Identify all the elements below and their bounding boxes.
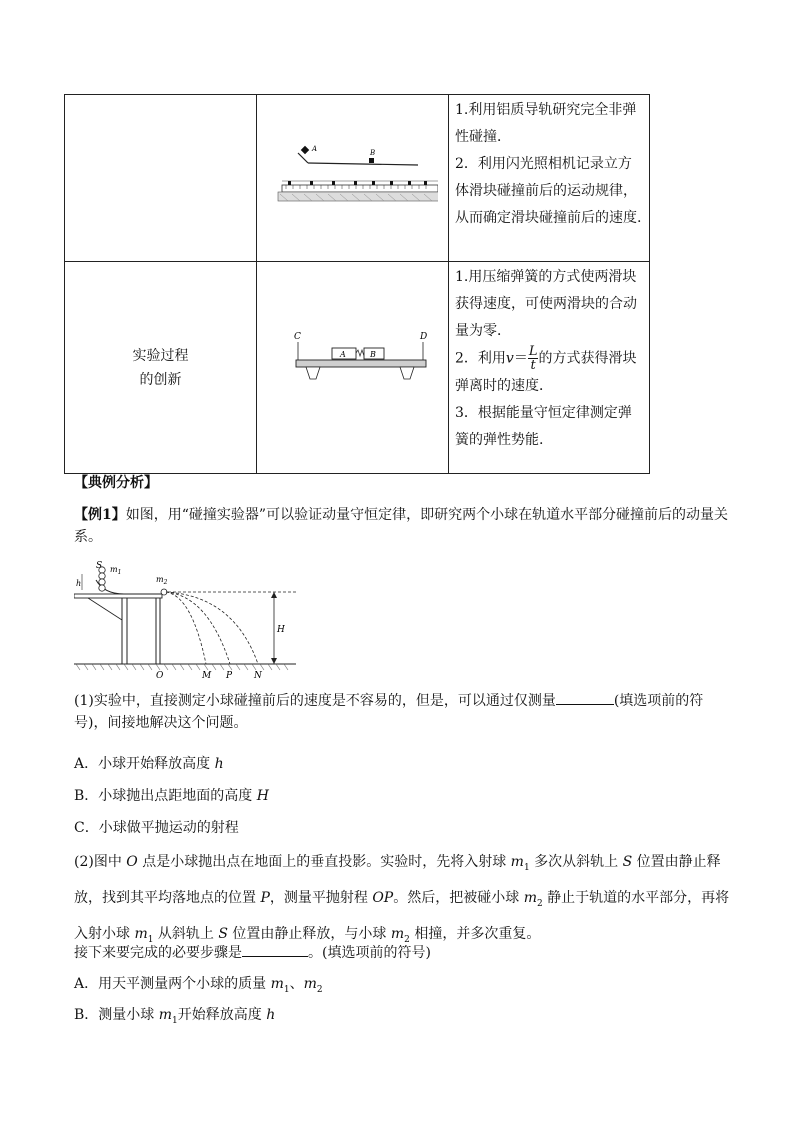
q1-option-b: B．小球抛出点距地面的高度 H xyxy=(74,788,269,804)
q2-answer-blank xyxy=(242,942,308,957)
label-slider-a: A xyxy=(339,349,346,359)
row2-note-1: 1.用压缩弹簧的方式使两滑块获得速度，可使两滑块的合动量为零． xyxy=(455,269,637,339)
fraction-denominator: t xyxy=(530,358,536,373)
label-O: O xyxy=(156,671,164,680)
label-s: S xyxy=(96,561,103,571)
note2-prefix: 2．利用 xyxy=(455,350,506,367)
spring-sliders-figure xyxy=(268,326,438,406)
example-intro xyxy=(74,504,734,548)
example-tag: 【例1】 xyxy=(74,507,126,523)
row2-note-3: 3．根据能量守恒定律测定弹簧的弹性势能. xyxy=(455,404,632,448)
label-M: M xyxy=(202,671,212,680)
label-a: A xyxy=(311,145,317,153)
row2-figure-cell xyxy=(257,262,449,474)
q2-option-a: A．用天平测量两个小球的质量 $m_1$、$m_2$ xyxy=(74,976,323,995)
table-row xyxy=(65,95,650,262)
note2-suffix: 的方式获得滑块弹离时的速度． xyxy=(455,350,637,394)
row1-note-1: 1.利用铝质导轨研究完全非弹性碰撞． xyxy=(455,102,637,145)
q1-text-b: (填选项前的符号)，间接地解决这个问题。 xyxy=(74,693,704,731)
fraction-l-over-t xyxy=(528,345,539,372)
q1-option-a: A．小球开始释放高度 h xyxy=(74,756,224,772)
row1-notes-cell xyxy=(449,95,650,262)
collision-apparatus-figure xyxy=(74,560,304,680)
air-track-flash-photo-figure xyxy=(268,131,438,221)
label-c: C xyxy=(293,331,301,342)
row2-notes-cell xyxy=(449,262,650,474)
row2-label-line2: 的创新 xyxy=(139,371,182,388)
row1-label-cell xyxy=(65,95,257,262)
question-2: (2)图中 O 点是小球抛出点在地面上的垂直投影。实验时，先将入射球 $m_1$ 多次从斜轨上 S 位置由静止释放，找到其平均落地点的位置 P，测量平抛射程 OP。然后，把被碰小球 $m_2$ 静止于轨道的水平部分，再将入射小球 $m_1$ 从斜轨上 S 位置由静止释放，与小球 $m_2$ 相撞，并多次重复。 xyxy=(74,854,730,945)
fraction-numerator: L xyxy=(528,344,538,359)
q2-next-step xyxy=(74,942,734,964)
question-1 xyxy=(74,690,734,734)
label-m1: $m_1$ xyxy=(110,565,122,576)
label-d: D xyxy=(419,331,427,342)
q1-text-a: (1)实验中，直接测定小球碰撞前后的速度是不容易的，但是，可以通过仅测量 xyxy=(74,693,556,709)
row2-label-line1: 实验过程 xyxy=(132,347,189,364)
label-h: h xyxy=(76,579,82,588)
q1-answer-blank xyxy=(556,690,614,705)
var-v: v xyxy=(505,350,514,367)
q2-next-text-b: 。(填选项前的符号) xyxy=(308,945,431,961)
label-b: B xyxy=(369,149,375,157)
row1-figure-cell xyxy=(257,95,449,262)
label-P: P xyxy=(226,671,233,680)
table-row xyxy=(65,262,650,474)
q1-option-c: C．小球做平抛运动的射程 xyxy=(74,820,239,836)
label-H: H xyxy=(277,625,285,635)
row1-note-2: 2．利用闪光照相机记录立方体滑块碰撞前后的运动规律，从而确定滑块碰撞前后的速度. xyxy=(455,156,642,226)
label-m2: $m_2$ xyxy=(156,575,168,586)
example-intro-text: 如图，用“碰撞实验器”可以验证动量守恒定律，即研究两个小球在轨道水平部分碰撞前后的动量关系。 xyxy=(74,507,729,545)
row2-label-cell xyxy=(65,262,257,474)
note2-eq: ＝ xyxy=(513,350,528,367)
q2-option-b: B．测量小球 $m_1$开始释放高度 h xyxy=(74,1007,276,1026)
experiment-table xyxy=(64,94,650,474)
label-N: N xyxy=(254,671,262,680)
row2-note-2 xyxy=(455,345,645,400)
q2-next-text-a: 接下来要完成的必要步骤是 xyxy=(74,945,242,961)
section-title: 【典例分析】 xyxy=(74,475,158,491)
label-slider-b: B xyxy=(369,349,376,359)
